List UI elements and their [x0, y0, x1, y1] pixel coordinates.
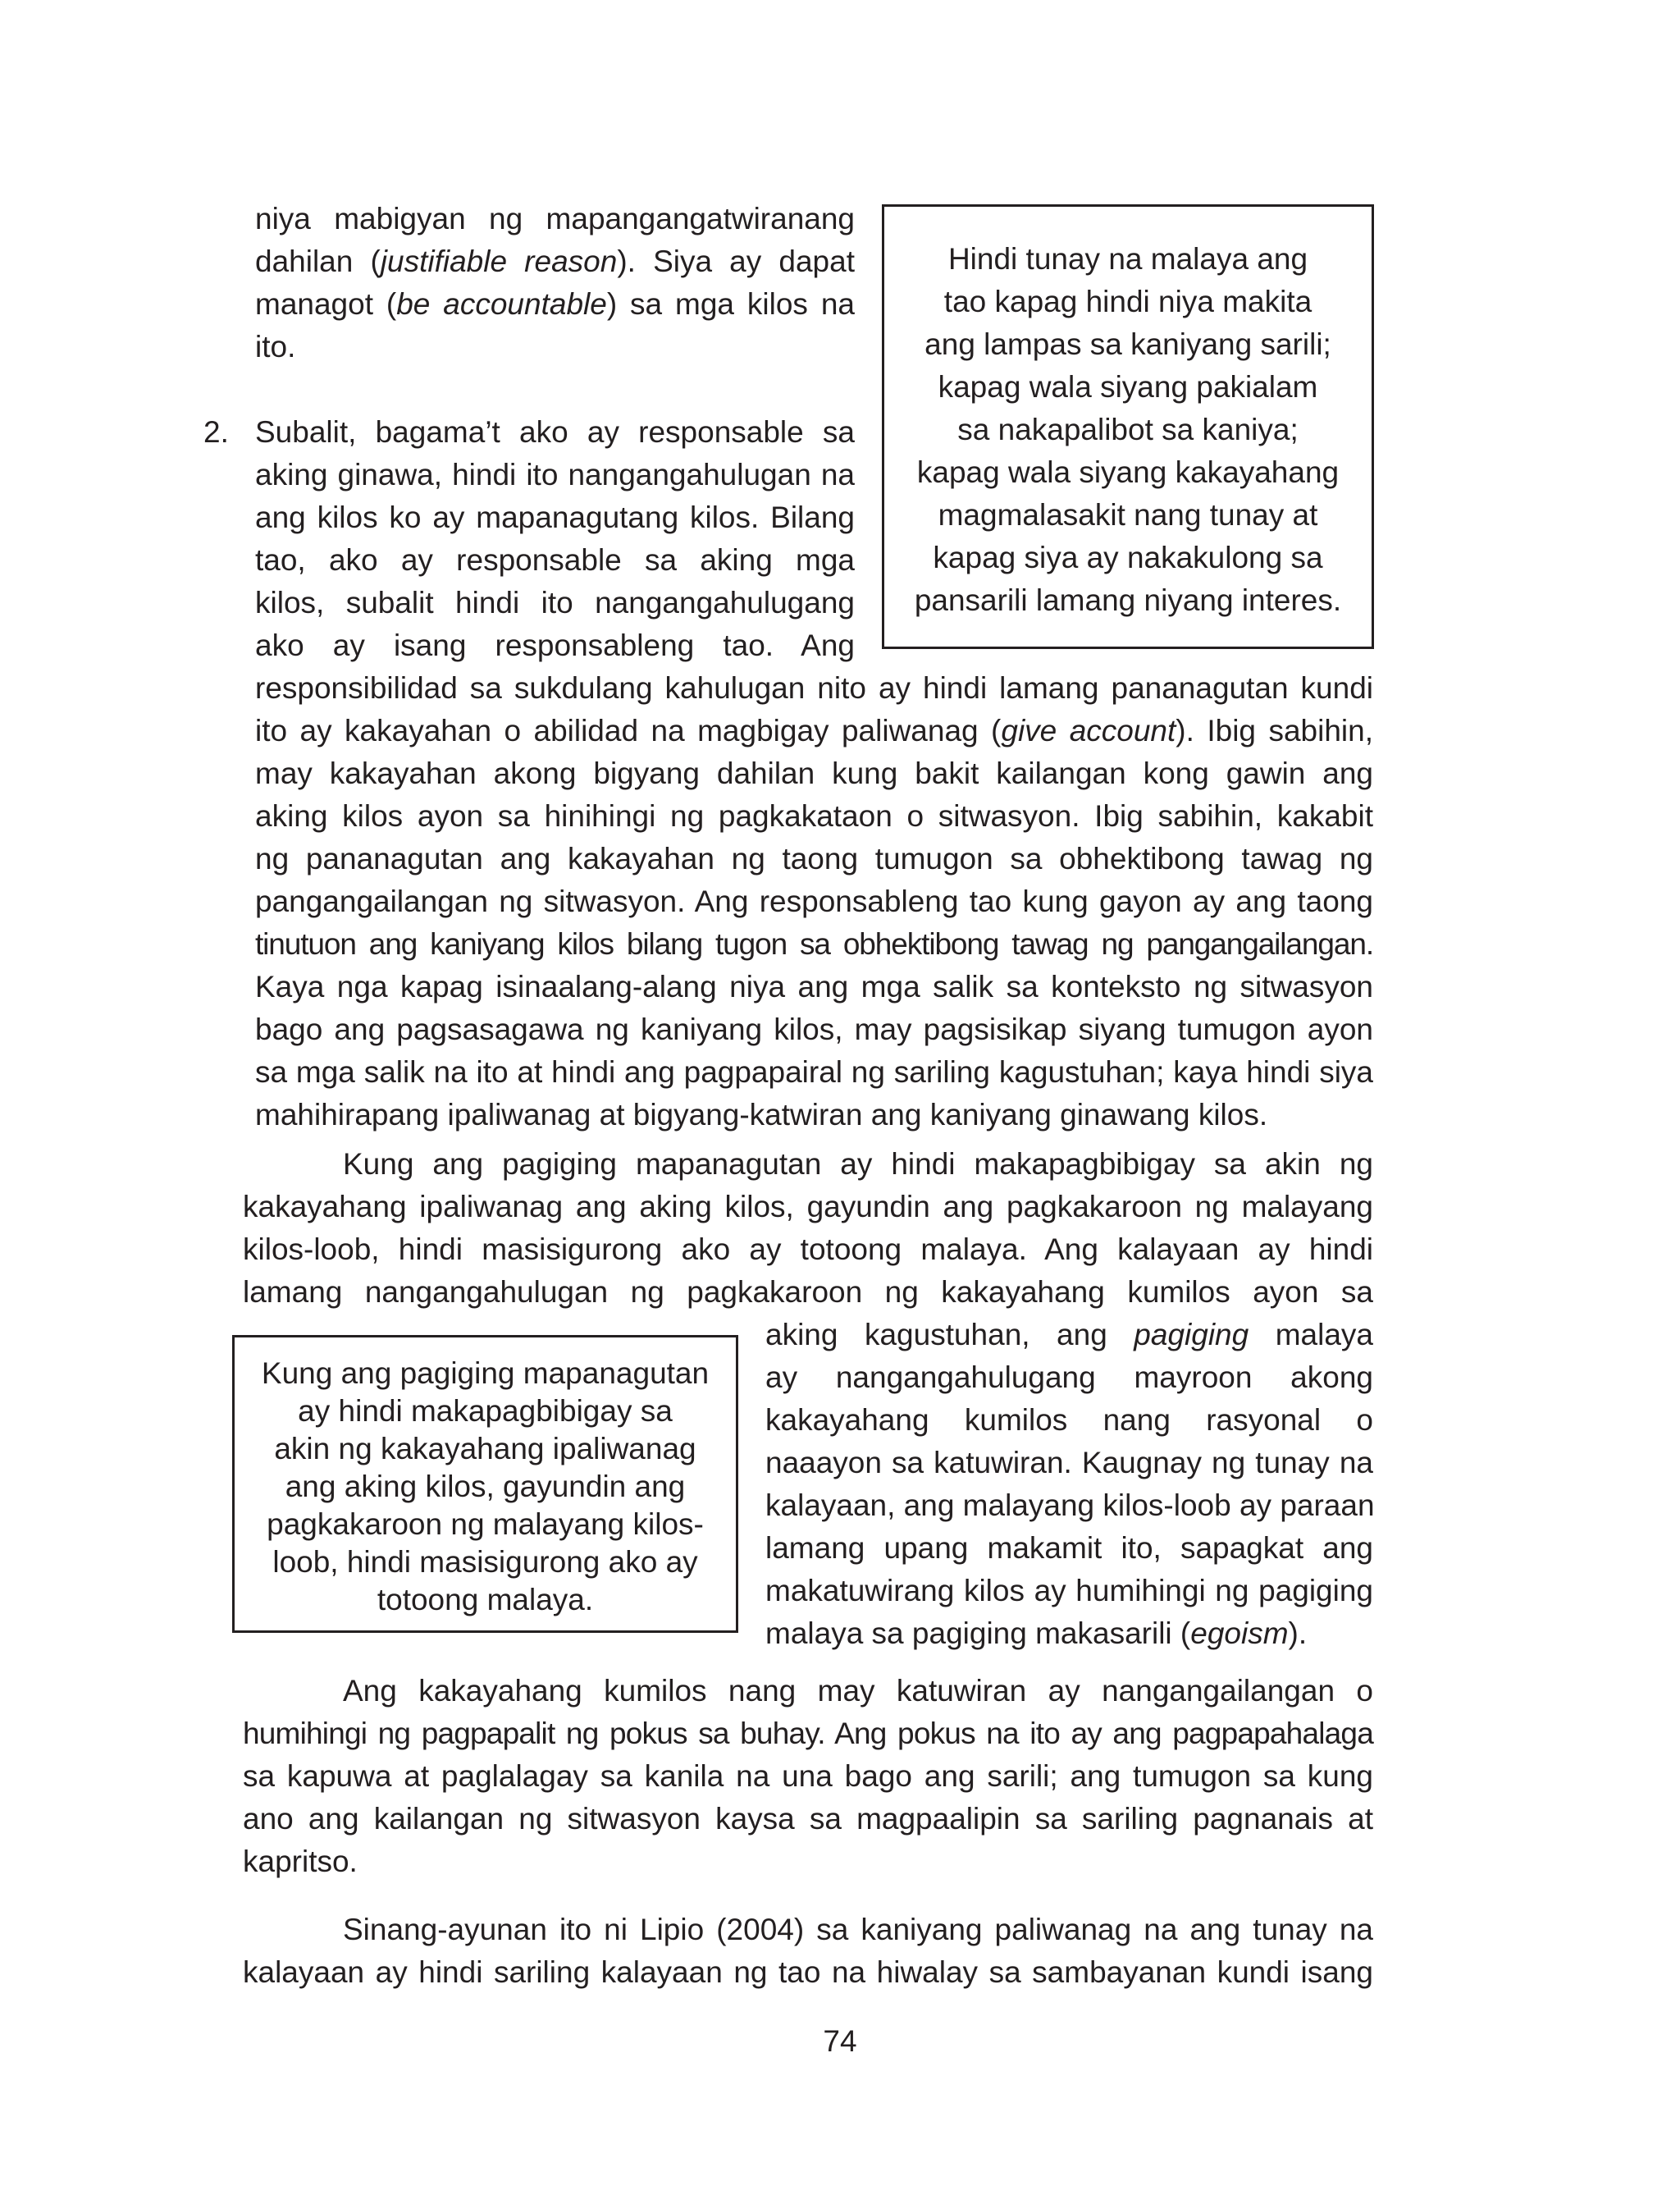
body-line: ako ay isang responsableng tao. Ang — [255, 629, 855, 662]
body-line: Sinang-ayunan ito ni Lipio (2004) sa kaniyang paliwanag na ang tunay na — [343, 1913, 1373, 1946]
pull-quote-line: kapag wala siyang kakayahang — [916, 455, 1340, 489]
pull-quote-line: Hindi tunay na malaya ang — [947, 242, 1308, 276]
body-line: Ang kakayahang kumilos nang may katuwiran ay nangangailangan o — [343, 1674, 1373, 1708]
pull-quote-line: pagkakaroon ng malayang kilos- — [267, 1507, 704, 1541]
body-line: dahilan (justifiable reason). Siya ay dapat — [255, 245, 855, 278]
body-line: lamang upang makamit ito, sapagkat ang — [765, 1531, 1373, 1565]
body-line: ano ang kailangan ng sitwasyon kaysa sa magpaalipin sa sariling pagnanais at — [243, 1802, 1373, 1836]
pull-quote-line: kapag siya ay nakakulong sa — [933, 541, 1323, 574]
pull-quote-line: ay hindi makapagbibigay sa — [298, 1394, 673, 1428]
pull-quote-line: ang lampas sa kaniyang sarili; — [924, 327, 1331, 361]
pull-quote-line: totoong malaya. — [377, 1583, 594, 1616]
body-line: tinutuon ang kaniyang kilos bilang tugon sa obhektibong tawag ng pangangailangan. — [255, 927, 1373, 961]
body-line: lamang nangangahulugan ng pagkakaroon ng kakayahang kumilos ayon sa — [243, 1275, 1373, 1309]
body-line: kakayahang ipaliwanag ang aking kilos, gayundin ang pagkakaroon ng malayang — [243, 1190, 1373, 1223]
pull-quote-line: sa nakapalibot sa kaniya; — [957, 413, 1299, 446]
pull-quote-line: Kung ang pagiging mapanagutan — [261, 1356, 710, 1390]
body-line: kakayahang kumilos nang rasyonal o — [765, 1403, 1373, 1437]
body-line: ay nangangahulugang mayroon akong — [765, 1360, 1373, 1394]
body-line: pangangailangan ng sitwasyon. Ang responsableng tao kung gayon ay ang taong — [255, 885, 1373, 918]
body-line: may kakayahan akong bigyang dahilan kung bakit kailangan kong gawin ang — [255, 757, 1373, 790]
body-line: Subalit, bagama’t ako ay responsable sa — [255, 415, 855, 449]
body-line: ang kilos ko ay mapanagutang kilos. Bilang — [255, 501, 855, 534]
body-line: ito. — [255, 330, 296, 363]
pull-quote-line: tao kapag hindi niya makita — [943, 285, 1312, 318]
body-line: naaayon sa katuwiran. Kaugnay ng tunay na — [765, 1446, 1373, 1479]
body-line: sa kapuwa at paglalagay sa kanila na una bago ang sarili; ang tumugon sa kung — [243, 1759, 1373, 1793]
body-line: aking kagustuhan, ang pagiging malaya — [765, 1318, 1373, 1351]
body-line: makatuwirang kilos ay humihingi ng pagiging — [765, 1574, 1373, 1607]
pull-quote-line: loob, hindi masisigurong ako ay — [272, 1545, 698, 1579]
pull-quote-box — [882, 204, 1374, 649]
body-line: aking ginawa, hindi ito nangangahulugan na — [255, 458, 855, 491]
body-line: Kaya nga kapag isinaalang-alang niya ang mga salik sa konteksto ng sitwasyon — [255, 970, 1373, 1004]
body-line: managot (be accountable) sa mga kilos na — [255, 287, 855, 321]
body-line: bago ang pagsasagawa ng kaniyang kilos, may pagsisikap siyang tumugon ayon — [255, 1013, 1373, 1046]
body-line: sa mga salik na ito at hindi ang pagpapairal ng sariling kagustuhan; kaya hindi siya — [255, 1055, 1373, 1089]
body-line: kilos-loob, hindi masisigurong ako ay totoong malaya. Ang kalayaan ay hindi — [243, 1232, 1373, 1266]
pull-quote-line: magmalasakit nang tunay at — [938, 498, 1318, 532]
pull-quote-line: kapag wala siyang pakialam — [938, 370, 1318, 404]
body-line: ng pananagutan ang kakayahan ng taong tumugon sa obhektibong tawag ng — [255, 842, 1373, 876]
body-line: aking kilos ayon sa hinihingi ng pagkakataon o sitwasyon. Ibig sabihin, kakabit — [255, 799, 1373, 833]
body-line: mahihirapang ipaliwanag at bigyang-katwiran ang kaniyang ginawang kilos. — [255, 1098, 1268, 1132]
body-line: tao, ako ay responsable sa aking mga — [255, 543, 855, 577]
page-number: 74 — [823, 2024, 857, 2058]
body-line: humihingi ng pagpapalit ng pokus sa buhay. Ang pokus na ito ay ang pagpapahalaga — [243, 1717, 1373, 1750]
pull-quote-line: pansarili lamang niyang interes. — [914, 583, 1342, 617]
body-line: kalayaan, ang malayang kilos-loob ay paraan — [765, 1488, 1375, 1522]
body-line: Kung ang pagiging mapanagutan ay hindi makapagbibigay sa akin ng — [343, 1147, 1373, 1181]
body-line: ito ay kakayahan o abilidad na magbigay paliwanag (give account). Ibig sabihin, — [255, 714, 1373, 748]
pull-quote-line: akin ng kakayahang ipaliwanag — [274, 1432, 696, 1465]
body-line: niya mabigyan ng mapangangatwiranang — [255, 202, 855, 235]
list-number: 2. — [203, 415, 229, 449]
pull-quote-box — [232, 1335, 738, 1633]
body-line: malaya sa pagiging makasarili (egoism). — [765, 1616, 1308, 1650]
body-line: responsibilidad sa sukdulang kahulugan nito ay hindi lamang pananagutan kundi — [255, 671, 1373, 705]
body-line: kilos, subalit hindi ito nangangahulugang — [255, 586, 855, 620]
pull-quote-line: ang aking kilos, gayundin ang — [285, 1470, 686, 1503]
body-line: kapritso. — [243, 1845, 358, 1878]
body-line: kalayaan ay hindi sariling kalayaan ng tao na hiwalay sa sambayanan kundi isang — [243, 1955, 1373, 1989]
